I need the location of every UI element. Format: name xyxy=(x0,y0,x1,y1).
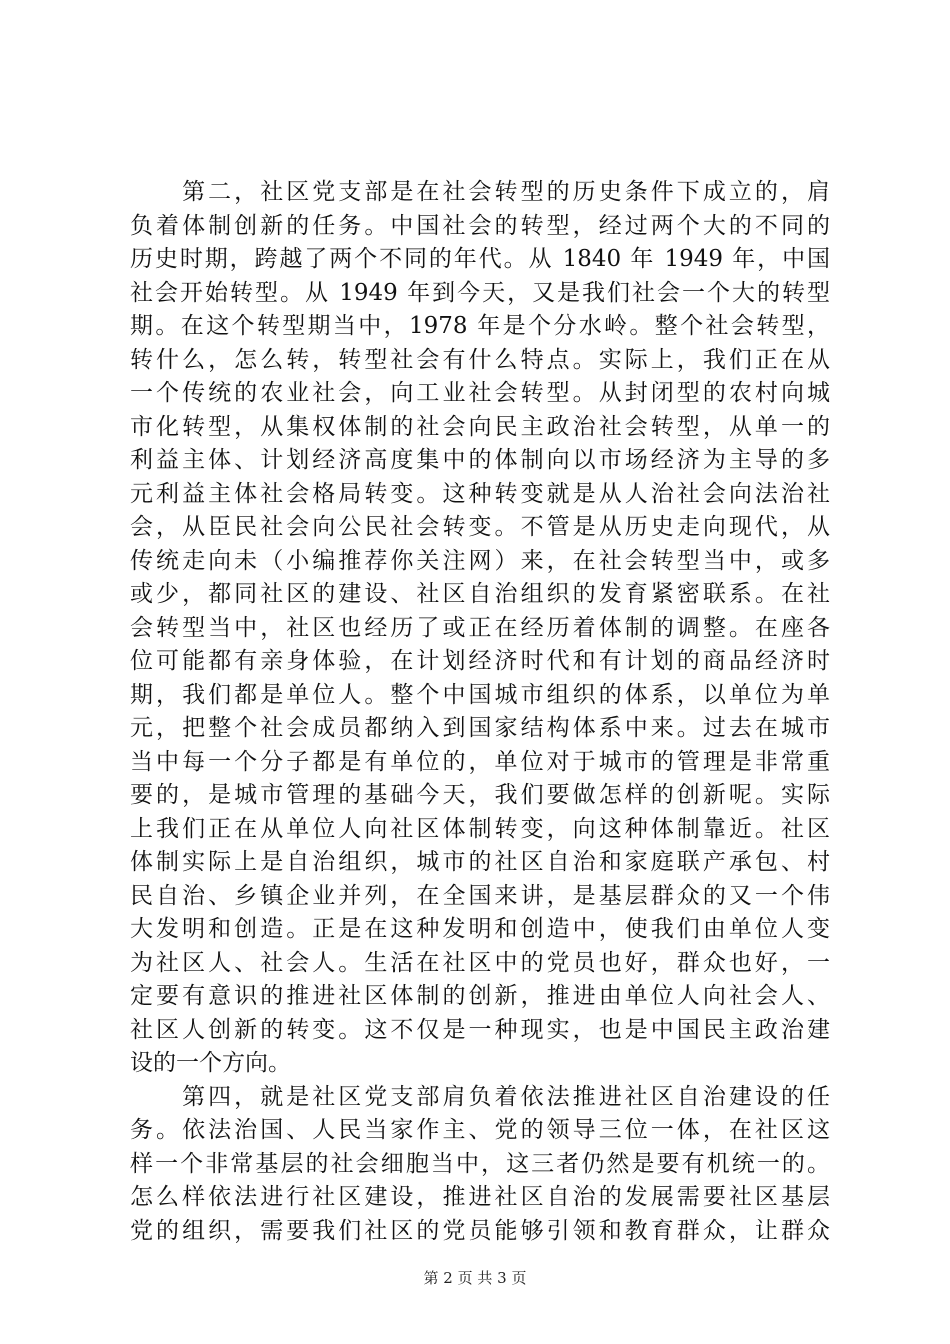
text-line: 会，从臣民社会向公民社会转变。不管是从历史走向现代，从 xyxy=(130,514,830,540)
text-line: 位可能都有亲身体验，在计划经济时代和有计划的商品经济时 xyxy=(130,648,830,674)
paragraph xyxy=(130,1081,830,1249)
text-line: 期，我们都是单位人。整个中国城市组织的体系，以单位为单 xyxy=(130,681,830,708)
text-line: 市化转型，从集权体制的社会向民主政治社会转型，从单一的 xyxy=(130,413,830,440)
text-line: 上我们正在从单位人向社区体制转变，向这种体制靠近。社区 xyxy=(130,815,830,842)
text-line: 利益主体、计划经济高度集中的体制向以市场经济为主导的多 xyxy=(130,447,830,473)
text-line: 为社区人、社会人。生活在社区中的党员也好，群众也好，一 xyxy=(130,949,830,976)
text-line: 历史时期，跨越了两个不同的年代。从 1840 年 1949 年，中国 xyxy=(130,246,830,272)
text-line: 定要有意识的推进社区体制的创新，推进由单位人向社会人、 xyxy=(130,983,830,1009)
text-line: 大发明和创造。正是在这种发明和创造中，使我们由单位人变 xyxy=(130,916,830,942)
text-line: 民自治、乡镇企业并列，在全国来讲，是基层群众的又一个伟 xyxy=(130,882,830,909)
page-footer: 第 2 页 共 3 页 xyxy=(423,1269,527,1287)
text-line: 怎么样依法进行社区建设，推进社区自治的发展需要社区基层 xyxy=(130,1184,830,1210)
text-line: 会转型当中，社区也经历了或正在经历着体制的调整。在座各 xyxy=(130,614,830,641)
text-line: 社会开始转型。从 1949 年到今天，又是我们社会一个大的转型 xyxy=(130,279,830,306)
text-line: 样一个非常基层的社会细胞当中，这三者仍然是要有机统一的。 xyxy=(130,1150,830,1177)
text-line: 第四，就是社区党支部肩负着依法推进社区自治建设的任 xyxy=(130,1083,830,1110)
text-line: 或少，都同社区的建设、社区自治组织的发育紧密联系。在社 xyxy=(130,581,830,607)
text-line: 转什么，怎么转，转型社会有什么特点。实际上，我们正在从 xyxy=(130,346,830,373)
text-line: 负着体制创新的任务。中国社会的转型，经过两个大的不同的 xyxy=(130,212,830,239)
paragraph xyxy=(130,176,830,1081)
text-line: 体制实际上是自治组织，城市的社区自治和家庭联产承包、村 xyxy=(130,849,830,875)
text-line: 元利益主体社会格局转变。这种转变就是从人治社会向法治社 xyxy=(130,480,830,507)
text-line: 务。依法治国、人民当家作主、党的领导三位一体，在社区这 xyxy=(130,1117,830,1143)
text-line: 设的一个方向。 xyxy=(130,1050,291,1076)
text-line: 元，把整个社会成员都纳入到国家结构体系中来。过去在城市 xyxy=(130,715,830,741)
text-line: 第二，社区党支部是在社会转型的历史条件下成立的，肩 xyxy=(130,179,830,205)
text-line: 社区人创新的转变。这不仅是一种现实，也是中国民主政治建 xyxy=(130,1016,830,1043)
text-line: 党的组织，需要我们社区的党员能够引领和教育群众，让群众 xyxy=(130,1217,830,1244)
text-line: 期。在这个转型期当中，1978 年是个分水岭。整个社会转型， xyxy=(130,313,830,339)
text-line: 要的，是城市管理的基础今天，我们要做怎样的创新呢。实际 xyxy=(130,782,830,808)
text-line: 当中每一个分子都是有单位的，单位对于城市的管理是非常重 xyxy=(130,748,830,775)
body-text xyxy=(130,176,830,1248)
text-line: 传统走向未（小编推荐你关注网）来，在社会转型当中，或多 xyxy=(130,547,830,574)
text-line: 一个传统的农业社会，向工业社会转型。从封闭型的农村向城 xyxy=(130,380,830,406)
